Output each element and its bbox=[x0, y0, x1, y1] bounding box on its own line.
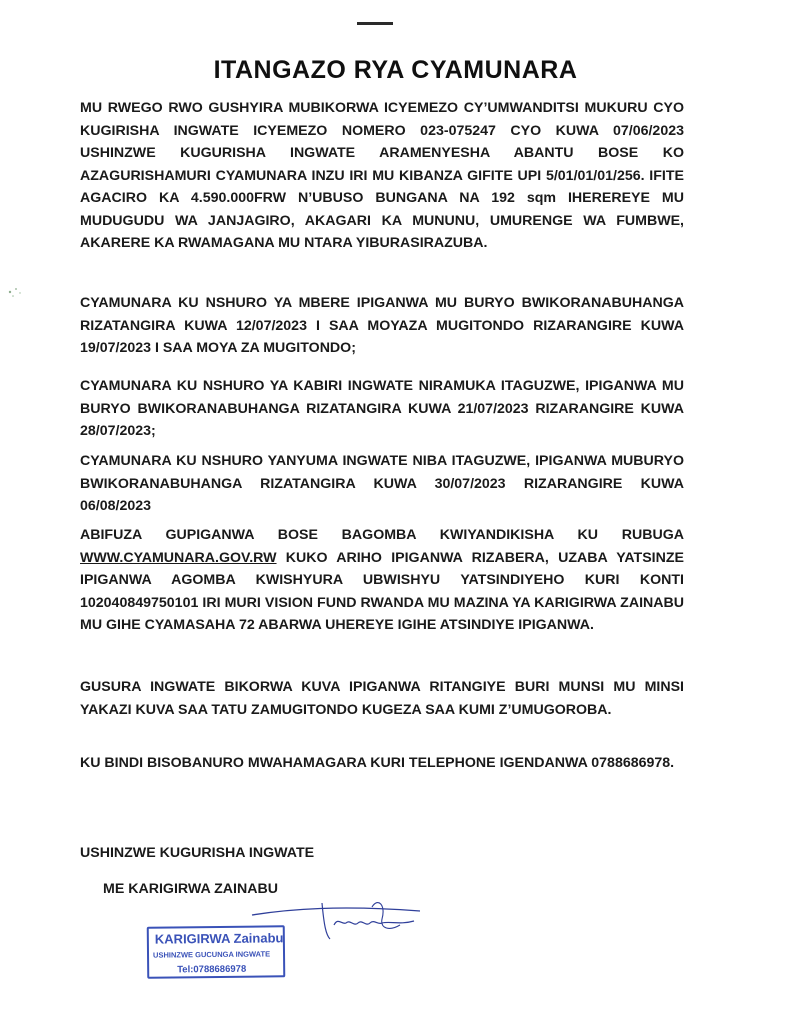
paragraph-final-round: CYAMUNARA KU NSHURO YANYUMA INGWATE NIBA ITAGUZWE, IPIGANWA MUBURYO BWIKORANABUHANGA RIZATANGIRA KUWA 30/07/2023 RIZARANGIRE KUWA 06/08/2023 bbox=[80, 453, 684, 514]
registration-text-after: KUKO ARIHO IPIGANWA RIZABERA, UZABA YATSINZE IPIGANWA AGOMBA KWISHYURA UBWISHYU YATSINDIYEHO KURI KONTI 102040849750101 IRI MURI VISION FUND RWANDA MU MAZINA YA KARIGIRWA ZAINABU MU GIHE CYAMASAHA 72 ABARWA UHEREYE IGIHE ATSINDIYE IPIGANWA. bbox=[80, 549, 684, 633]
official-stamp bbox=[147, 925, 286, 978]
stamp-phone: Tel:0788686978 bbox=[177, 963, 247, 976]
stamp-name: KARIGIRWA Zainabu bbox=[154, 930, 284, 947]
cyamunara-website-link[interactable]: WWW.CYAMUNARA.GOV.RW bbox=[80, 549, 277, 566]
scan-speck bbox=[4, 284, 34, 304]
paragraph-first-round: CYAMUNARA KU NSHURO YA MBERE IPIGANWA MU BURYO BWIKORANABUHANGA RIZATANGIRA KUWA 12/07/2023 I SAA MOYAZA MUGITONDO RIZARANGIRE KUWA 19/07/2023 I SAA MOYA ZA MUGITONDO; bbox=[80, 295, 684, 356]
registration-text-before: ABIFUZA GUPIGANWA BOSE BAGOMBA KWIYANDIKISHA KU RUBUGA bbox=[80, 527, 684, 543]
document-title: ITANGAZO RYA CYAMUNARA bbox=[213, 56, 578, 84]
paragraph-second-round: CYAMUNARA KU NSHURO YA KABIRI INGWATE NIRAMUKA ITAGUZWE, IPIGANWA MU BURYO BWIKORANABUHANGA RIZATANGIRA KUWA 21/07/2023 RIZARANGIRE KUWA 28/07/2023; bbox=[80, 378, 684, 439]
signatory-name: ME KARIGIRWA ZAINABU bbox=[103, 881, 278, 897]
paragraph-registration bbox=[80, 524, 684, 637]
top-dash bbox=[357, 22, 393, 25]
stamp-title: USHINZWE GUCUNGA INGWATE bbox=[152, 949, 271, 960]
paragraph-visit-hours: GUSURA INGWATE BIKORWA KUVA IPIGANWA RITANGIYE BURI MUNSI MU MINSI YAKAZI KUVA SAA TATU ZAMUGITONDO KUGEZA SAA KUMI Z’UMUGOROBA. bbox=[80, 679, 684, 718]
paragraph-contact: KU BINDI BISOBANURO MWAHAMAGARA KURI TELEPHONE IGENDANWA 0788686978. bbox=[80, 755, 675, 771]
signatory-role: USHINZWE KUGURISHA INGWATE bbox=[80, 845, 315, 861]
paragraph-auction-notice: MU RWEGO RWO GUSHYIRA MUBIKORWA ICYEMEZO CY’UMWANDITSI MUKURU CYO KUGIRISHA INGWATE ICYEMEZO NOMERO 023-075247 CYO KUWA 07/06/2023 USHINZWE KUGURISHA INGWATE ARAMENYESHA ABANTU BOSE KO AZAGURISHAMURI CYAMUNARA INZU IRI MU KIBANZA GIFITE UPI 5/01/01/01/256. IFITE AGACIRO KA 4.590.000FRW N’UBUSO BUNGANA NA 192 sqm IHEREREYE MU MUDUGUDU WA JANJAGIRO, AKAGARI KA MUNUNU, UMURENGE WA FUMBWE, AKARERE KA RWAMAGANA MU NTARA YIBURASIRAZUBA. bbox=[80, 100, 684, 251]
